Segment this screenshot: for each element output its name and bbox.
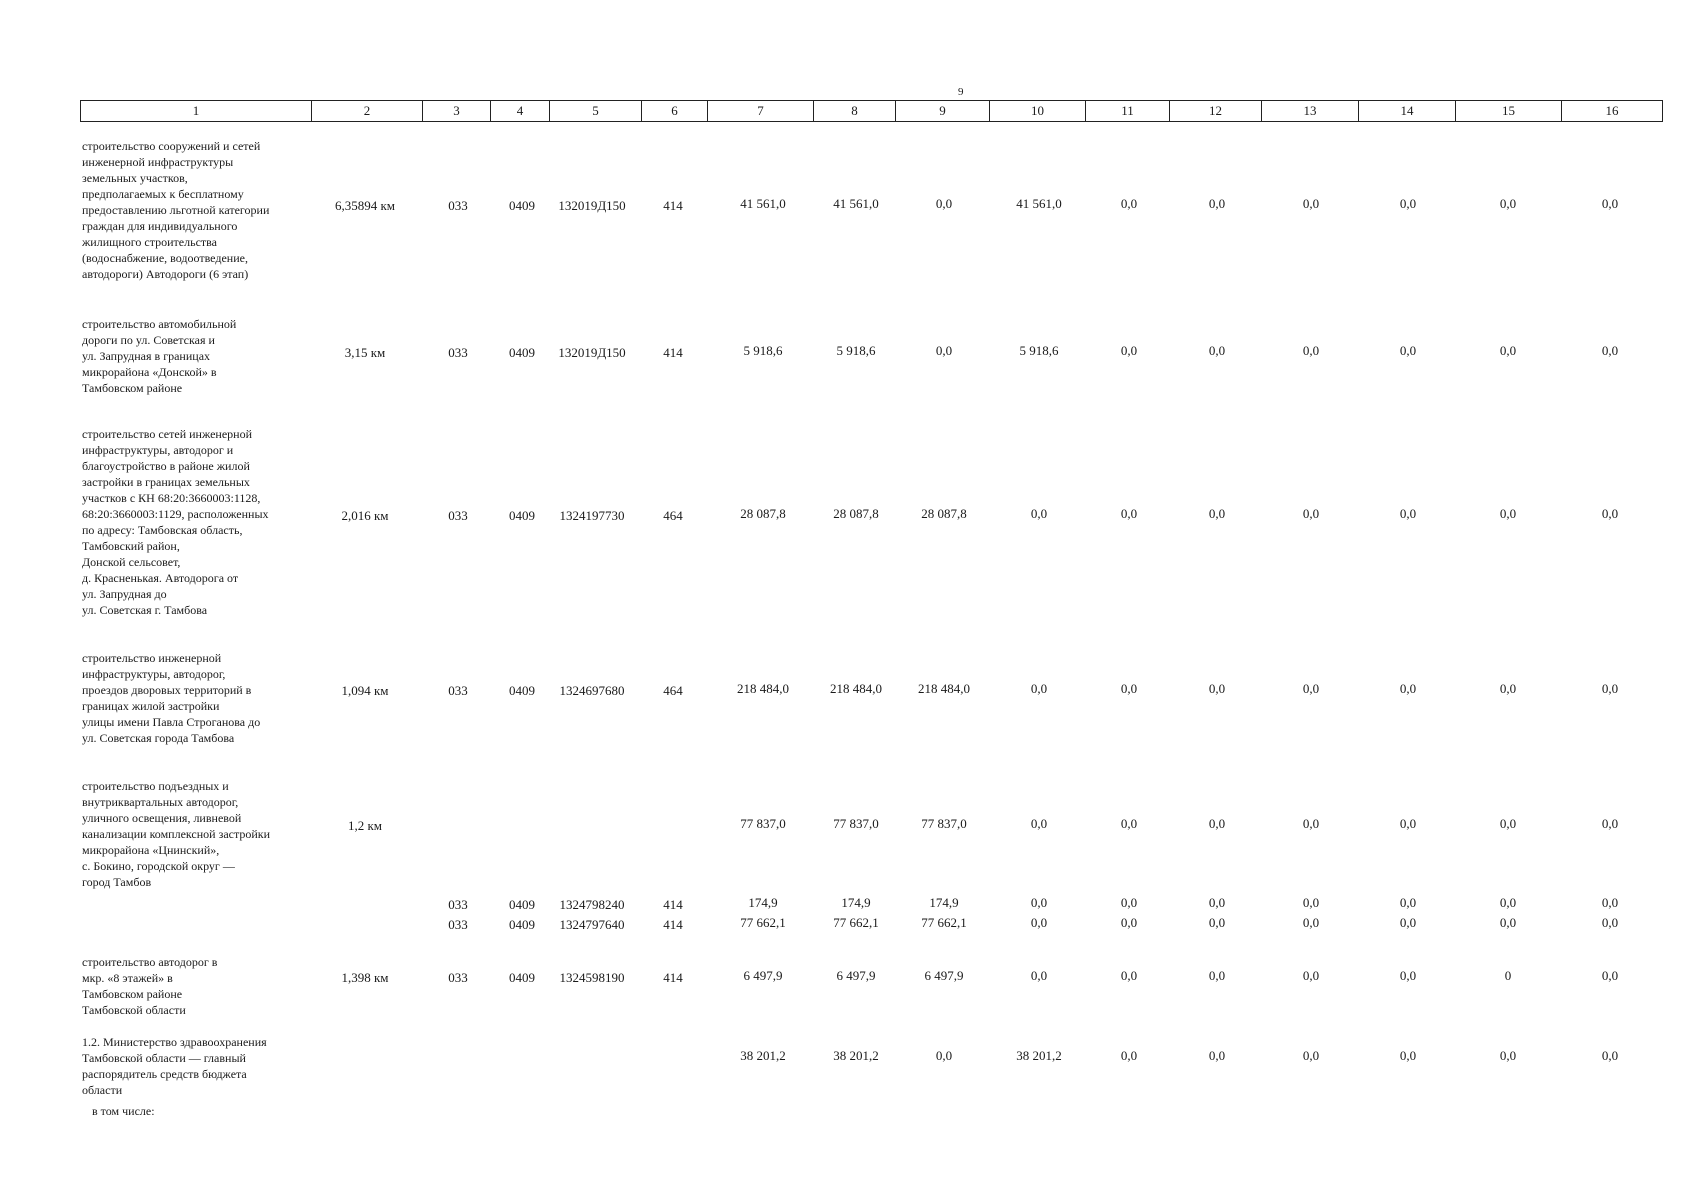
row-value: 0,0 [1399,968,1417,983]
row-value: 0 [1504,968,1512,983]
row-value: 0,0 [1302,681,1320,696]
row-value: 0,0 [1120,506,1138,521]
row-value: 0,0 [935,343,953,358]
row-value: 0,0 [1601,681,1619,696]
row-value: 28 087,8 [740,506,786,521]
row-value: 0,0 [1601,343,1619,358]
row-value: 0,0 [1601,1048,1619,1063]
row-length: 1,094 км [341,683,389,698]
row-section-code: 0409 [509,970,535,985]
row-value: 38 201,2 [833,1048,879,1063]
row-value: 0,0 [1399,816,1417,831]
row-value: 0,0 [1302,915,1320,930]
row-value: 0,0 [1499,1048,1517,1063]
row-value: 0,0 [1208,506,1226,521]
row-value: 6 497,9 [836,968,876,983]
column-number: 3 [423,101,491,122]
row-target-code: 132019Д150 [558,345,626,360]
note-including: в том числе: [92,1104,155,1118]
row-value: 0,0 [1399,506,1417,521]
row-value: 0,0 [1302,1048,1320,1063]
column-number: 10 [990,101,1086,122]
row-ministry-code: 033 [448,508,468,523]
row-description: строительство инженерной инфраструктуры, автодорог, проездов дворовых территорий в границах жилой застройки улицы имени Павла Строганова до ул. Советская города Тамбова [82,651,261,745]
row-value: 0,0 [935,196,953,211]
row-value: 0,0 [1399,343,1417,358]
column-number: 4 [491,101,550,122]
row-value: 41 561,0 [740,196,786,211]
row-value: 77 662,1 [921,915,967,930]
row-target-code: 132019Д150 [558,198,626,213]
row-value: 174,9 [841,895,871,910]
row-value: 0,0 [1208,196,1226,211]
row-value: 77 662,1 [740,915,786,930]
row-value: 28 087,8 [921,506,967,521]
row-value: 0,0 [1601,895,1619,910]
row-value: 0,0 [1030,681,1048,696]
row-value: 41 561,0 [833,196,879,211]
row-value: 0,0 [1030,506,1048,521]
row-value: 0,0 [1399,895,1417,910]
column-number: 11 [1086,101,1170,122]
column-number: 16 [1562,101,1663,122]
row-value: 0,0 [1030,895,1048,910]
row-value: 0,0 [1302,343,1320,358]
row-value: 28 087,8 [833,506,879,521]
row-description: строительство автомобильной дороги по ул. Советская и ул. Запрудная в границах микрорайона «Донской» в Тамбовском районе [82,317,237,395]
row-value: 77 837,0 [833,816,879,831]
row-value: 0,0 [1399,681,1417,696]
row-value: 38 201,2 [1016,1048,1062,1063]
column-number-header [80,100,1663,122]
column-number: 14 [1359,101,1456,122]
column-number: 12 [1170,101,1262,122]
row-ministry-code: 033 [448,345,468,360]
row-value: 0,0 [1399,1048,1417,1063]
row-description: строительство автодорог в мкр. «8 этажей» в Тамбовском районе Тамбовской области [82,955,218,1017]
row-value: 0,0 [1499,506,1517,521]
row-value: 5 918,6 [743,343,783,358]
row-expense-type: 464 [663,683,683,698]
row-value: 0,0 [1030,968,1048,983]
row-value: 0,0 [1302,196,1320,211]
row-value: 0,0 [1208,816,1226,831]
row-value: 0,0 [1499,816,1517,831]
row-value: 0,0 [1208,343,1226,358]
row-value: 0,0 [1120,895,1138,910]
row-value: 0,0 [1601,506,1619,521]
row-ministry-code: 033 [448,917,468,932]
row-value: 77 837,0 [740,816,786,831]
row-section-code: 0409 [509,897,535,912]
column-number: 7 [708,101,814,122]
row-value: 5 918,6 [836,343,876,358]
row-value: 0,0 [1399,915,1417,930]
row-ministry-code: 033 [448,970,468,985]
column-number: 5 [550,101,642,122]
row-value: 0,0 [1499,895,1517,910]
row-value: 0,0 [1601,968,1619,983]
row-value: 0,0 [1601,915,1619,930]
column-number: 1 [81,101,312,122]
row-value: 0,0 [1120,968,1138,983]
row-target-code: 1324797640 [559,917,625,932]
column-number: 8 [814,101,896,122]
row-target-code: 1324697680 [559,683,625,698]
row-value: 218 484,0 [737,681,789,696]
row-value: 77 837,0 [921,816,967,831]
row-value: 0,0 [1208,681,1226,696]
row-value: 0,0 [1120,1048,1138,1063]
row-length: 1,398 км [341,970,389,985]
row-value: 0,0 [935,1048,953,1063]
row-length: 6,35894 км [334,198,396,213]
page-number: 9 [958,86,964,98]
row-value: 0,0 [1208,968,1226,983]
row-value: 174,9 [929,895,959,910]
row-value: 0,0 [1208,1048,1226,1063]
row-section-code: 0409 [509,198,535,213]
row-value: 0,0 [1120,681,1138,696]
row-value: 0,0 [1120,196,1138,211]
row-ministry-code: 033 [448,897,468,912]
row-value: 0,0 [1208,895,1226,910]
row-value: 0,0 [1120,816,1138,831]
row-length: 1,2 км [347,818,383,833]
row-expense-type: 464 [663,508,683,523]
row-value: 0,0 [1302,506,1320,521]
row-ministry-code: 033 [448,683,468,698]
row-value: 6 497,9 [743,968,783,983]
row-value: 0,0 [1499,343,1517,358]
row-section-code: 0409 [509,345,535,360]
row-value: 218 484,0 [830,681,882,696]
row-value: 0,0 [1601,196,1619,211]
row-value: 0,0 [1030,915,1048,930]
row-description: 1.2. Министерство здравоохранения Тамбовской области — главный распорядитель средств бюджета области [82,1035,267,1097]
row-value: 5 918,6 [1019,343,1059,358]
row-ministry-code: 033 [448,198,468,213]
row-value: 41 561,0 [1016,196,1062,211]
column-number: 6 [642,101,708,122]
column-number: 2 [312,101,423,122]
row-section-code: 0409 [509,917,535,932]
row-expense-type: 414 [663,897,683,912]
row-value: 6 497,9 [924,968,964,983]
row-expense-type: 414 [663,198,683,213]
row-description: строительство сетей инженерной инфраструктуры, автодорог и благоустройство в районе жилой застройки в границах земельных участков с КН 68:20:3660003:1128, 68:20:3660003:1129, расположенных по адресу: Тамбовская область, Тамбовский район, Донской сельсовет, д. Красненькая. Автодорога от ул. Запрудная до ул. Советская г. Тамбова [82,427,269,617]
row-value: 0,0 [1499,196,1517,211]
row-value: 0,0 [1499,915,1517,930]
row-target-code: 1324598190 [559,970,625,985]
row-target-code: 1324798240 [559,897,625,912]
column-number: 13 [1262,101,1359,122]
row-expense-type: 414 [663,345,683,360]
row-value: 0,0 [1120,915,1138,930]
row-value: 38 201,2 [740,1048,786,1063]
row-value: 77 662,1 [833,915,879,930]
row-value: 0,0 [1302,968,1320,983]
row-section-code: 0409 [509,508,535,523]
row-section-code: 0409 [509,683,535,698]
row-value: 174,9 [748,895,778,910]
row-description: строительство подъездных и внутриквартальных автодорог, уличного освещения, ливневой канализации комплексной застройки микрорайона «Цнинский», с. Бокино, городской округ — город Тамбов [82,779,271,889]
row-value: 0,0 [1601,816,1619,831]
column-number: 15 [1456,101,1562,122]
row-value: 0,0 [1399,196,1417,211]
row-value: 218 484,0 [918,681,970,696]
row-value: 0,0 [1120,343,1138,358]
row-length: 3,15 км [344,345,386,360]
row-value: 0,0 [1302,816,1320,831]
row-value: 0,0 [1208,915,1226,930]
row-expense-type: 414 [663,970,683,985]
row-value: 0,0 [1499,681,1517,696]
row-value: 0,0 [1302,895,1320,910]
row-target-code: 1324197730 [559,508,625,523]
row-value: 0,0 [1030,816,1048,831]
column-number: 9 [896,101,990,122]
row-description: строительство сооружений и сетей инженерной инфраструктуры земельных участков, предполагаемых к бесплатному предоставлению льготной категории граждан для индивидуального жилищного строительства (водоснабжение, водоотведение, автодороги) Автодороги (6 этап) [82,139,270,281]
row-expense-type: 414 [663,917,683,932]
row-length: 2,016 км [341,508,389,523]
